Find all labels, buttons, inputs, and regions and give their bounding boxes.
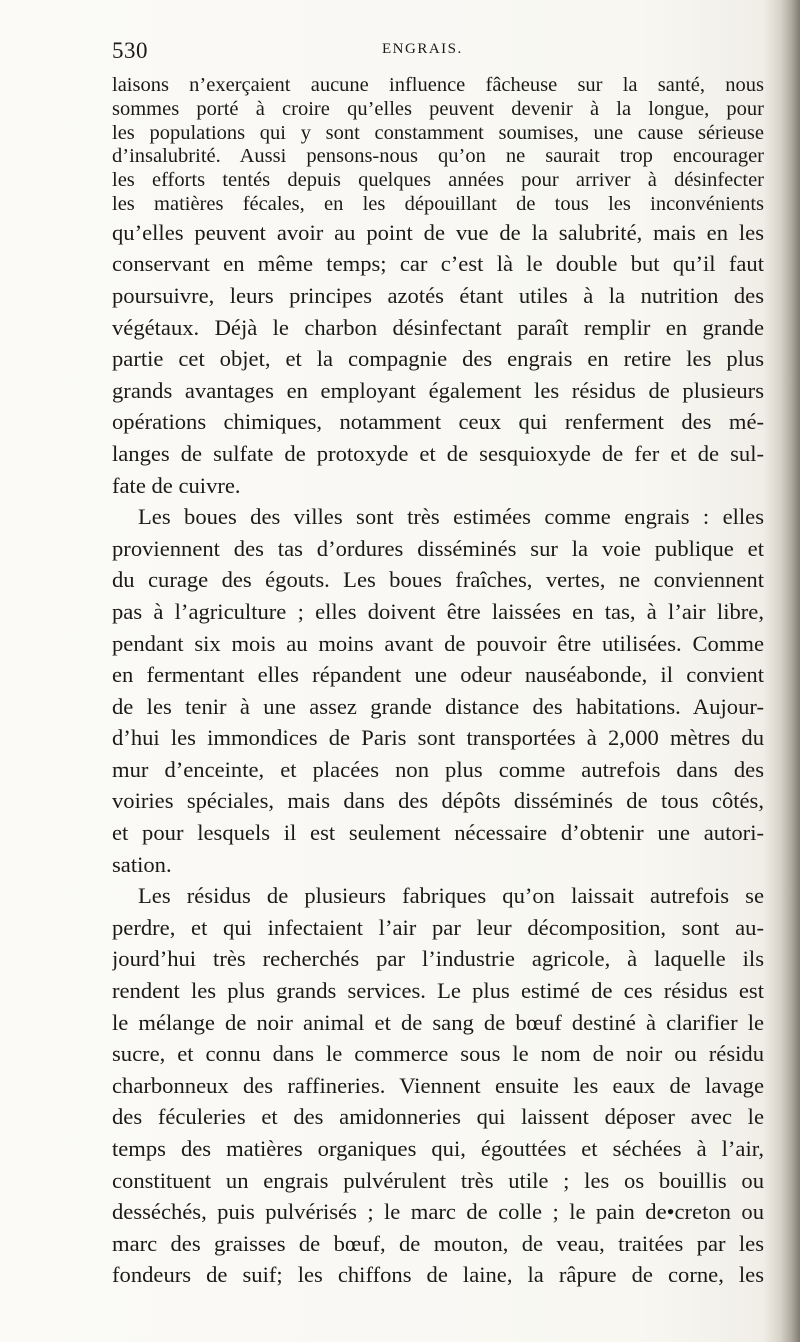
text-line: le mélange de noir animal et de sang de bœuf destiné à clarifier le: [112, 1009, 764, 1035]
text-line: en fermentant elles répandent une odeur nauséabonde, il convient: [112, 662, 764, 688]
text-line: et pour lesquels il est seulement nécessaire d’obtenir une autori-: [112, 820, 764, 846]
text-line: constituent un engrais pulvérulent très utile ; les os bouillis ou: [112, 1167, 764, 1193]
text-line: les populations qui y sont constamment soumises, une cause sérieuse: [112, 121, 764, 144]
text-line: du curage des égouts. Les boues fraîches, vertes, ne conviennent: [112, 567, 764, 593]
text-line: sation.: [112, 851, 172, 877]
text-line: fondeurs de suif; les chiffons de laine, la râpure de corne, les: [112, 1262, 764, 1288]
text-line: marc des graisses de bœuf, de mouton, de veau, traitées par les: [112, 1230, 764, 1256]
page-number: 530: [112, 38, 148, 63]
text-line: opérations chimiques, notamment ceux qui renferment des mé-: [112, 409, 764, 435]
text-line: des féculeries et des amidonneries qui laissent déposer avec le: [112, 1104, 764, 1130]
text-line: perdre, et qui infectaient l’air par leur décomposition, sont au-: [112, 914, 764, 940]
text-line: d’insalubrité. Aussi pensons-nous qu’on ne saurait trop encourager: [112, 145, 764, 168]
text-line: les matières fécales, en les dépouillant de tous les inconvénients: [112, 192, 764, 215]
text-line: grands avantages en employant également les résidus de plusieurs: [112, 377, 764, 403]
text-line: conservant en même temps; car c’est là le double but qu’il faut: [112, 251, 764, 277]
text-line: qu’elles peuvent avoir au point de vue de la salubrité, mais en les: [112, 219, 764, 245]
text-line: rendent les plus grands services. Le plus estimé de ces résidus est: [112, 978, 764, 1004]
body-text: [112, 74, 764, 1291]
text-line: desséchés, puis pulvérisés ; le marc de colle ; le pain de•creton ou: [112, 1199, 764, 1225]
text-line: les efforts tentés depuis quelques années pour arriver à désinfecter: [112, 169, 764, 192]
main-text-lines: [112, 217, 764, 1291]
small-print-lines: [112, 74, 764, 217]
text-line: langes de sulfate de protoxyde et de sesquioxyde de fer et de sul-: [112, 440, 764, 466]
text-line: pas à l’agriculture ; elles doivent être laissées en tas, à l’air libre,: [112, 598, 764, 624]
text-line: d’hui les immondices de Paris sont transportées à 2,000 mètres du: [112, 725, 764, 751]
text-line: sucre, et connu dans le commerce sous le nom de noir ou résidu: [112, 1041, 764, 1067]
text-line: de les tenir à une assez grande distance des habitations. Aujour-: [112, 693, 764, 719]
text-line: fate de cuivre.: [112, 472, 241, 498]
text-line: sommes porté à croire qu’elles peuvent devenir à la longue, pour: [112, 97, 764, 120]
text-line: pendant six mois au moins avant de pouvoir être utilisées. Comme: [112, 630, 764, 656]
text-line: poursuivre, leurs principes azotés étant utiles à la nutrition des: [112, 282, 764, 308]
text-line: proviennent des tas d’ordures disséminés sur la voie publique et: [112, 535, 764, 561]
text-line: végétaux. Déjà le charbon désinfectant paraît remplir en grande: [112, 314, 764, 340]
text-line: temps des matières organiques qui, égouttées et séchées à l’air,: [112, 1136, 764, 1161]
text-line: Les boues des villes sont très estimées comme engrais : elles: [138, 504, 764, 530]
text-line: jourd’hui très recherchés par l’industrie agricole, à laquelle ils: [112, 946, 764, 972]
running-head: ENGRAIS.: [382, 41, 463, 57]
text-line: charbonneux des raffineries. Viennent ensuite les eaux de lavage: [112, 1072, 764, 1098]
text-line: voiries spéciales, mais dans des dépôts disséminés de tous côtés,: [112, 788, 764, 814]
text-line: Les résidus de plusieurs fabriques qu’on laissait autrefois se: [138, 883, 764, 909]
page-header: [112, 38, 752, 72]
text-line: laisons n’exerçaient aucune influence fâcheuse sur la santé, nous: [112, 74, 764, 96]
page-edge-shadow: [764, 0, 800, 1342]
text-line: partie cet objet, et la compagnie des engrais en retire les plus: [112, 346, 764, 372]
text-line: mur d’enceinte, et placées non plus comme autrefois dans des: [112, 756, 764, 782]
